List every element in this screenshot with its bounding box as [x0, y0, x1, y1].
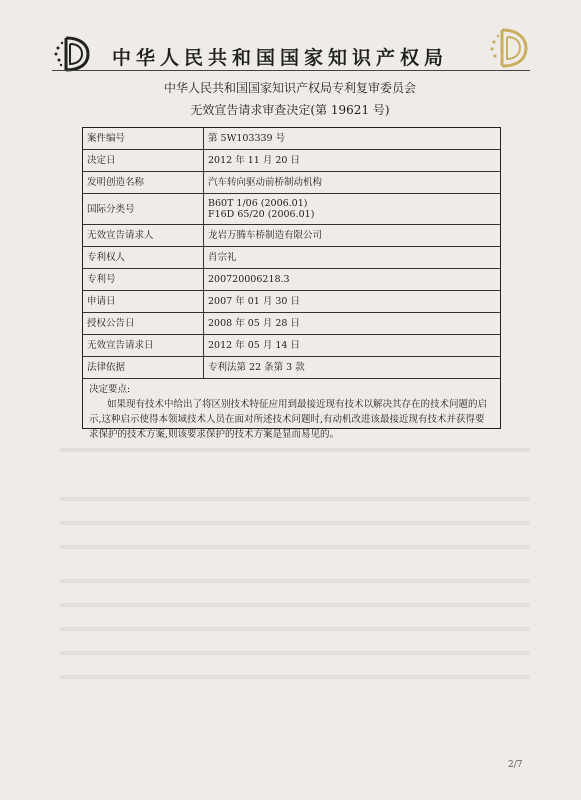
row-label: 法律依据: [83, 357, 204, 379]
row-label: 专利号: [83, 269, 204, 291]
table-row: [83, 269, 500, 291]
decision-summary-box: [82, 127, 501, 440]
bleed-through-line: [60, 651, 530, 655]
row-value: 专利法第 22 条第 3 款: [204, 357, 501, 379]
row-value-multiline: [204, 194, 501, 225]
decision-points-heading: 决定要点:: [89, 384, 131, 395]
row-value: 2012 年 11 月 20 日: [204, 150, 501, 172]
row-value: 肖宗礼: [204, 247, 501, 269]
table-row: [83, 335, 500, 357]
case-info-table: [83, 128, 500, 379]
bleed-through-line: [60, 545, 530, 549]
cnipa-logo-icon: [52, 34, 90, 74]
decision-title: 无效宣告请求审查决定(第 19621 号): [190, 103, 390, 117]
decision-points: [83, 379, 500, 442]
row-value: 2012 年 05 月 14 日: [204, 335, 501, 357]
table-row: [83, 150, 500, 172]
row-value: 2007 年 01 月 30 日: [204, 291, 501, 313]
office-name: 中华人民共和国国家知识产权局: [111, 47, 448, 69]
row-label: 决定日: [83, 150, 204, 172]
bleed-through-line: [60, 603, 530, 607]
bleed-through-line: [60, 521, 530, 525]
classification-line: F16D 65/20 (2006.01): [208, 209, 315, 220]
row-label: 无效宣告请求人: [83, 225, 204, 247]
table-row: [83, 194, 500, 225]
bleed-through-line: [60, 497, 530, 501]
row-label: 无效宣告请求日: [83, 335, 204, 357]
page-number: 2/7: [508, 760, 523, 770]
row-label: 申请日: [83, 291, 204, 313]
row-label: 授权公告日: [83, 313, 204, 335]
cnipa-logo-gold-icon: [488, 26, 528, 70]
table-row: [83, 247, 500, 269]
classification-line: B60T 1/06 (2006.01): [208, 198, 308, 209]
table-row: [83, 225, 500, 247]
row-label: 发明创造名称: [83, 172, 204, 194]
row-value: 2008 年 05 月 28 日: [204, 313, 501, 335]
header-divider: [52, 70, 530, 71]
row-value: 龙岩万腾车桥制造有限公司: [204, 225, 501, 247]
row-label: 国际分类号: [83, 194, 204, 225]
row-value: 汽车转向驱动前桥制动机构: [204, 172, 501, 194]
row-value: 200720006218.3: [204, 269, 501, 291]
row-value: 第 5W103339 号: [204, 128, 501, 150]
table-row: [83, 291, 500, 313]
bleed-through-line: [60, 675, 530, 679]
bleed-through-line: [60, 579, 530, 583]
bleed-through-line: [60, 448, 530, 452]
bleed-through-line: [60, 627, 530, 631]
row-label: 专利权人: [83, 247, 204, 269]
table-row: [83, 128, 500, 150]
board-name: 中华人民共和国国家知识产权局专利复审委员会: [163, 81, 416, 95]
decision-points-body: 如果现有技术中给出了将区别技术特征应用到最接近现有技术以解决其存在的技术问题的启示,这种启示使得本领域技术人员在面对所述技术问题时,有动机改进该最接近现有技术并获得要求保护的技术方案,则该要求保护的技术方案是显而易见的。: [89, 399, 488, 440]
table-row: [83, 357, 500, 379]
table-row: [83, 172, 500, 194]
table-row: [83, 313, 500, 335]
row-label: 案件编号: [83, 128, 204, 150]
